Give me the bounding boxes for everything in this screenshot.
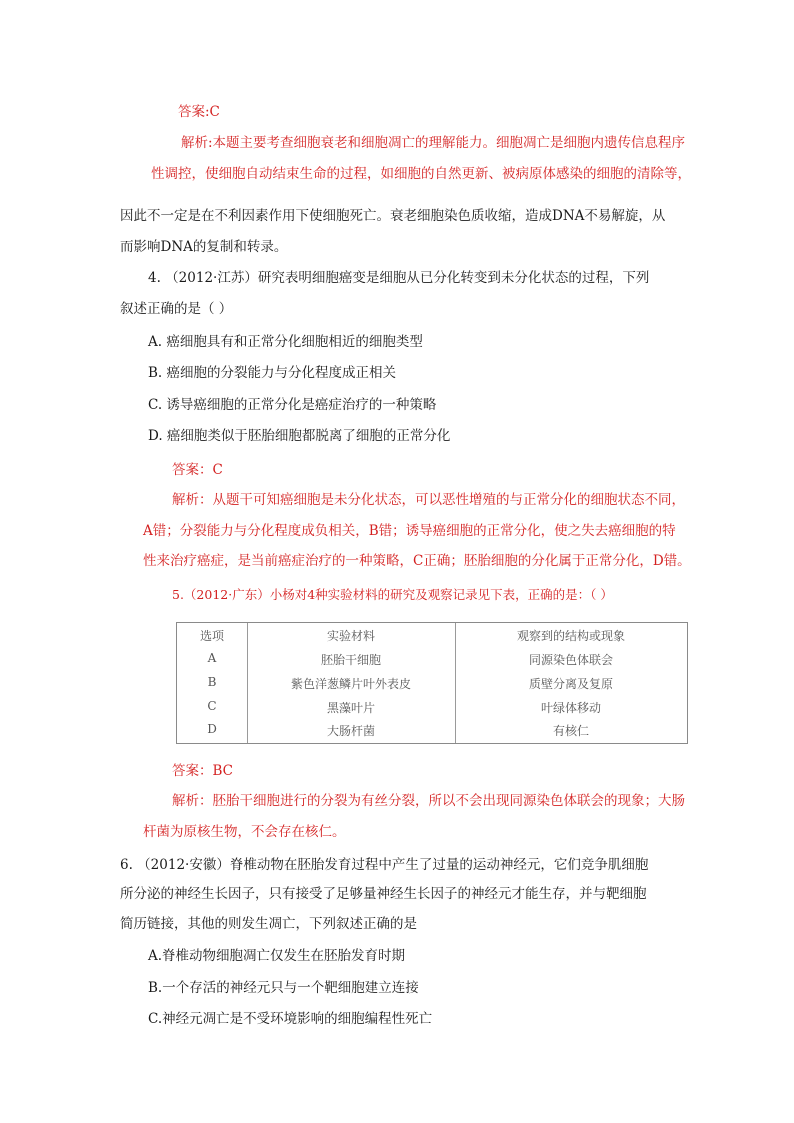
- q4-stem-line-2: 叙述正确的是（ ）: [120, 301, 233, 317]
- table-cell: 黑藻叶片: [326, 701, 376, 715]
- q6-stem-line-2: 所分泌的神经生长因子，只有接受了足够量神经生长因子的神经元才能生存，并与靶细胞: [120, 886, 647, 902]
- table-cell: 大肠杆菌: [326, 724, 376, 738]
- q6-option-c: C.神经元凋亡是不受环境影响的细胞编程性死亡: [148, 1011, 433, 1027]
- q6-stem-line-1: 6. （2012·安徽）脊椎动物在胚胎发育过程中产生了过量的运动神经元，它们竞争肌细胞: [120, 857, 649, 873]
- q4-option-c: C. 诱导癌细胞的正常分化是癌症治疗的一种策略: [148, 397, 437, 413]
- q4-answer: 答案：C: [172, 462, 223, 478]
- q6-option-b: B.一个存活的神经元只与一个靶细胞建立连接: [148, 980, 419, 996]
- table-cell: D: [207, 722, 217, 736]
- q4-analysis-line-2: A错；分裂能力与分化程度成负相关，B错；诱导癌细胞的正常分化，使之失去癌细胞的特: [143, 523, 676, 539]
- q4-stem-line-1: 4. （2012·江苏）研究表明细胞癌变是细胞从已分化转变到未分化状态的过程，下列: [148, 270, 650, 286]
- table-divider: [455, 623, 456, 743]
- table-cell: 有核仁: [552, 724, 590, 738]
- q4-option-b: B. 癌细胞的分裂能力与分化程度成正相关: [148, 365, 397, 381]
- table-header-option: 选项: [199, 629, 225, 643]
- q5-stem: 5.（2012·广东）小杨对4种实验材料的研究及观察记录见下表，正确的是：（ ）: [172, 587, 613, 602]
- q4-analysis-line-1: 解析：从题干可知癌细胞是未分化状态，可以恶性增殖的与正常分化的细胞状态不同，: [172, 492, 685, 508]
- table-cell: B: [207, 675, 217, 689]
- table-header-observation: 观察到的结构或现象: [516, 629, 626, 643]
- q6-stem-line-3: 简历链接，其他的则发生凋亡，下列叙述正确的是: [120, 916, 417, 932]
- q6-option-a: A.脊椎动物细胞凋亡仅发生在胚胎发育时期: [148, 948, 406, 964]
- table-cell: 叶绿体移动: [540, 701, 602, 715]
- q3-analysis-line-4: 而影响DNA的复制和转录。: [120, 239, 288, 255]
- q3-analysis-line-1: 解析:本题主要考查细胞衰老和细胞凋亡的理解能力。细胞凋亡是细胞内遗传信息程序: [181, 135, 686, 151]
- table-header-material: 实验材料: [326, 629, 376, 643]
- q5-analysis-line-2: 杆菌为原核生物，不会存在核仁。: [143, 824, 346, 840]
- q5-table: [176, 622, 688, 744]
- table-cell: A: [207, 651, 217, 665]
- q3-analysis-line-3: 因此不一定是在不利因素作用下使细胞死亡。衰老细胞染色质收缩，造成DNA不易解旋，从: [120, 208, 666, 224]
- table-divider: [247, 623, 248, 743]
- q5-answer: 答案：BC: [172, 763, 234, 779]
- q4-option-a: A. 癌细胞具有和正常分化细胞相近的细胞类型: [148, 334, 423, 350]
- q4-analysis-line-3: 性来治疗癌症，是当前癌症治疗的一种策略，C正确；胚胎细胞的分化属于正常分化，D错。: [143, 553, 691, 569]
- q3-answer: 答案:C: [178, 104, 220, 120]
- table-cell: 胚胎干细胞: [320, 653, 382, 667]
- table-cell: 质壁分离及复原: [528, 677, 614, 691]
- q4-option-d: D. 癌细胞类似于胚胎细胞都脱离了细胞的正常分化: [148, 428, 451, 444]
- table-cell: C: [207, 699, 217, 713]
- q5-analysis-line-1: 解析：胚胎干细胞进行的分裂为有丝分裂，所以不会出现同源染色体联会的现象；大肠: [172, 793, 685, 809]
- table-cell: 紫色洋葱鳞片叶外表皮: [290, 677, 412, 691]
- q3-analysis-line-2: 性调控，使细胞自动结束生命的过程，如细胞的自然更新、被病原体感染的细胞的清除等，: [151, 166, 691, 182]
- table-cell: 同源染色体联会: [528, 653, 614, 667]
